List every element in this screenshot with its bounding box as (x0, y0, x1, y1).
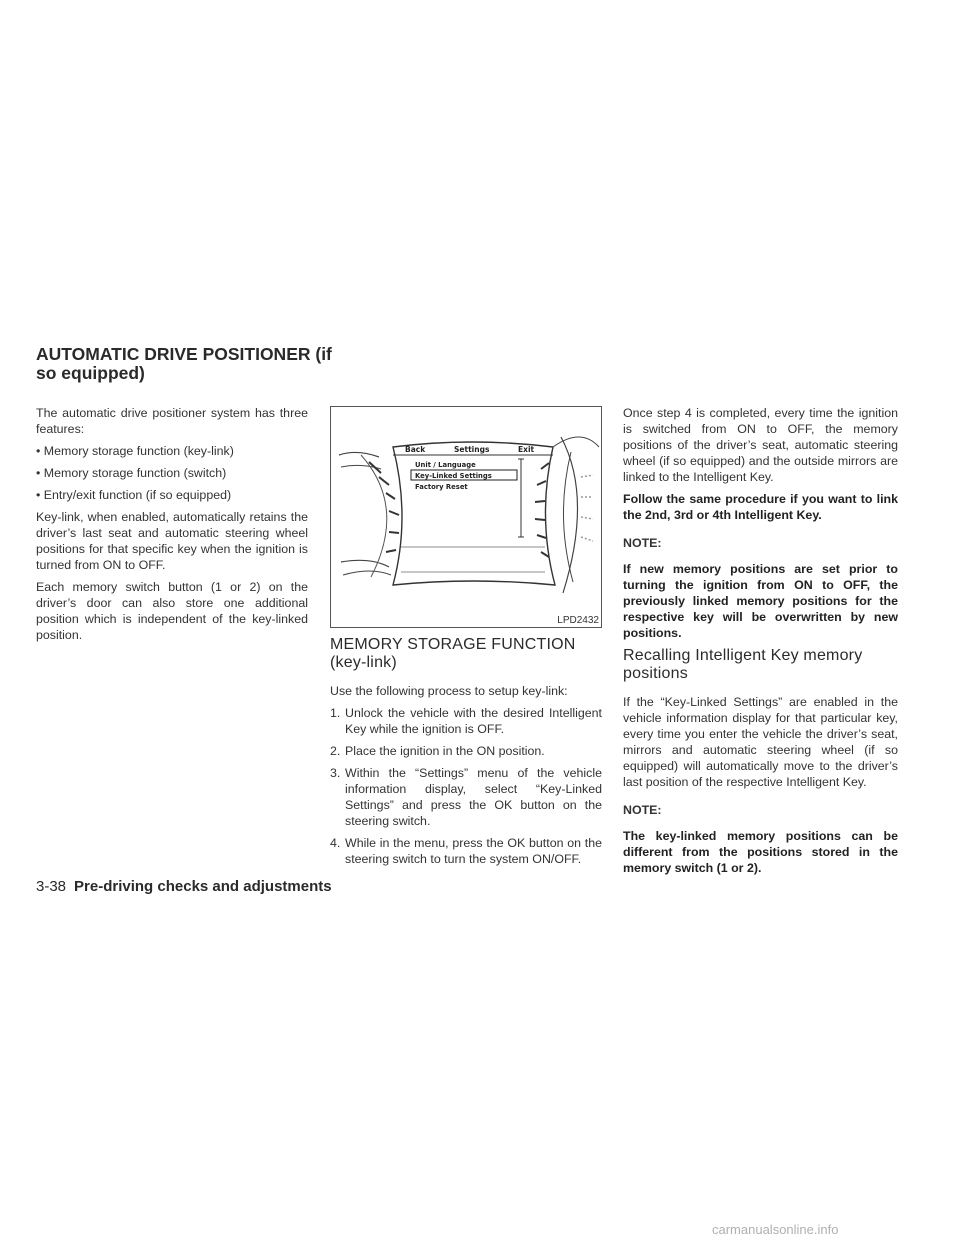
setup-steps (330, 705, 602, 867)
procedure-note: Follow the same procedure if you want to link the 2nd, 3rd or 4th Intelligent Key. (623, 492, 898, 522)
display-menu-item: Unit / Language (415, 461, 476, 469)
right-gauge-tick (537, 481, 546, 485)
right-gauge-tick (535, 501, 545, 502)
instrument-cluster-drawing (331, 407, 601, 627)
cluster-top-arc (553, 437, 599, 447)
left-gauge-arc (339, 452, 379, 457)
left-gauge-rim (361, 455, 387, 577)
recalling-paragraph: If the “Key-Linked Settings” are enabled in the vehicle information display for that particular key, every time you enter the vehicle the driver’s seat, mirrors and automatic steering wheel (if so equipped) will automatically move to the driver’s last position of the respective Intelligent Key. (623, 695, 898, 789)
right-gauge-ticks-faint (581, 475, 593, 541)
display-settings-label: Settings (454, 445, 490, 454)
left-gauge-arc (341, 560, 389, 567)
left-gauge-tick (389, 532, 399, 533)
watermark-text: carmanualsonline.info (712, 1222, 839, 1237)
feature-item: • Memory storage function (switch) (36, 466, 227, 480)
column-middle (330, 636, 602, 873)
page-number: 3-38 (36, 878, 67, 895)
column-left (36, 405, 308, 649)
recalling-heading: Recalling Intelligent Key memory positions (623, 647, 863, 682)
left-gauge-tick (389, 511, 399, 515)
feature-item: • Entry/exit function (if so equipped) (36, 488, 232, 502)
memory-switch-paragraph: Each memory switch button (1 or 2) on the driver’s door can also store one additional position which is independent of the key-linked position. (36, 580, 308, 642)
display-menu-item-selected: Key-Linked Settings (415, 472, 492, 480)
display-back-label: Back (405, 445, 426, 454)
left-gauge-tick (386, 493, 395, 499)
note-text: The key-linked memory positions can be different from the positions stored in the memory switch (1 or 2). (623, 829, 898, 875)
display-menu-item: Factory Reset (415, 483, 468, 491)
completion-paragraph: Once step 4 is completed, every time the ignition is switched from ON to OFF, the memory positions of the driver’s seat, automatic steering wheel (if so equipped) and the outside mirrors are linked to the Intelligent Key. (623, 406, 898, 484)
section-title: AUTOMATIC DRIVE POSITIONER (if so equipped) (36, 344, 332, 383)
right-gauge-tick (541, 463, 549, 469)
right-gauge-tick (535, 519, 545, 520)
left-gauge-tick (386, 550, 396, 552)
figure-display-illustration (330, 406, 602, 628)
list-item: 2. Place the ignition in the ON position. (330, 744, 545, 758)
list-item: 4. While in the menu, press the OK button on the steering switch to turn the system ON/OFF. (330, 836, 602, 866)
setup-intro: Use the following process to setup key-link: (330, 684, 568, 698)
memory-storage-heading: MEMORY STORAGE FUNCTION (key-link) (330, 636, 576, 671)
note-label: NOTE: (623, 536, 662, 550)
list-item: 1. Unlock the vehicle with the desired Intelligent Key while the ignition is OFF. (330, 706, 602, 736)
page-footer (36, 878, 332, 895)
intro-text: The automatic drive positioner system has three features: (36, 406, 308, 436)
display-exit-label: Exit (518, 445, 535, 454)
figure-code: LPD2432 (557, 615, 599, 626)
left-gauge-arc (343, 571, 391, 575)
note-text: If new memory positions are set prior to turning the ignition from ON to OFF, the previously linked memory positions for the respective key will be overwritten by new positions. (623, 562, 898, 640)
left-gauge-tick (379, 477, 389, 485)
right-gauge-tick (537, 535, 546, 538)
feature-item: • Memory storage function (key-link) (36, 444, 234, 458)
keylink-paragraph: Key-link, when enabled, automatically retains the driver’s last seat and automatic steering wheel positions for that specific key when the ignition is turned from ON to OFF. (36, 510, 308, 572)
chapter-title: Pre-driving checks and adjustments (74, 878, 332, 895)
note-label: NOTE: (623, 803, 662, 817)
column-right (623, 405, 898, 882)
list-item: 3. Within the “Settings” menu of the vehicle information display, select “Key-Linked Settings” and press the OK button on the steering switch. (330, 766, 602, 828)
